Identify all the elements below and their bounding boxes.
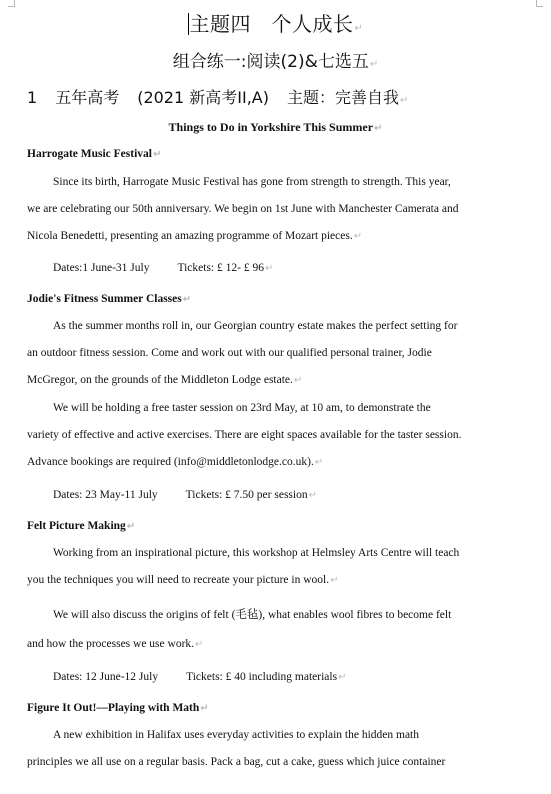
section-heading: 1 五年高考 (2021 新高考II,A) 主题：完善自我↵: [27, 88, 409, 107]
paragraph-line: As the summer months roll in, our Georgian country estate makes the perfect setting for: [53, 320, 458, 332]
article-title: Things to Do in Yorkshire This Summer↵: [168, 120, 383, 134]
topic-title: 主题四 个人成长↵: [189, 12, 364, 36]
section-number: 1: [27, 88, 38, 107]
section-source: 五年高考: [55, 88, 120, 107]
event-heading: Harrogate Music Festival↵: [27, 148, 162, 160]
paragraph-line: Since its birth, Harrogate Music Festival has gone from strength to strength. This year,: [53, 176, 451, 188]
paragraph-line: and how the processes we use work.↵: [27, 638, 204, 650]
paragraph-line: variety of effective and active exercises. There are eight spaces available for the taster session.: [27, 429, 462, 441]
event-heading: Jodie's Fitness Summer Classes↵: [27, 293, 192, 305]
paragraph-line: Working from an inspirational picture, this workshop at Helmsley Arts Centre will teach: [53, 547, 460, 559]
practice-title: 组合练一:阅读(2)&七选五↵: [172, 52, 379, 72]
page-corner-mark: [8, 0, 15, 7]
paragraph-line: we are celebrating our 50th anniversary. We begin on 1st June with Manchester Camerata and: [27, 203, 459, 215]
section-theme: 主题：完善自我: [286, 88, 399, 107]
paragraph-line: McGregor, on the grounds of the Middleton Lodge estate.↵: [27, 374, 303, 386]
paragraph-line: We will also discuss the origins of felt (毛毡), what enables wool fibres to become felt: [53, 609, 452, 621]
event-dates-line: Dates:1 June-31 July Tickets: £ 12- £ 96↵: [53, 262, 274, 274]
paragraph-line: Nicola Benedetti, presenting an amazing programme of Mozart pieces.↵: [27, 230, 363, 242]
paragraph-line: an outdoor fitness session. Come and work out with our qualified personal trainer, Jodie: [27, 347, 432, 359]
section-exam: (2021 新高考II,A): [137, 88, 269, 107]
paragraph-line: Advance bookings are required (info@middletonlodge.co.uk).↵: [27, 456, 324, 468]
event-dates-line: Dates: 23 May-11 July Tickets: £ 7.50 per session↵: [53, 489, 317, 501]
paragraph-line: you the techniques you will need to recreate your picture in wool.↵: [27, 574, 339, 586]
event-heading: Felt Picture Making↵: [27, 520, 136, 532]
event-heading: Figure It Out!—Playing with Math↵: [27, 702, 209, 714]
paragraph-line: principles we all use on a regular basis. Pack a bag, cut a cake, guess which juice container: [27, 756, 446, 768]
page-corner-mark: [536, 0, 543, 7]
paragraph-line: We will be holding a free taster session on 23rd May, at 10 am, to demonstrate the: [53, 402, 431, 414]
text-cursor: [188, 13, 189, 35]
event-dates-line: Dates: 12 June-12 July Tickets: £ 40 including materials↵: [53, 671, 347, 683]
paragraph-line: A new exhibition in Halifax uses everyday activities to explain the hidden math: [53, 729, 419, 741]
